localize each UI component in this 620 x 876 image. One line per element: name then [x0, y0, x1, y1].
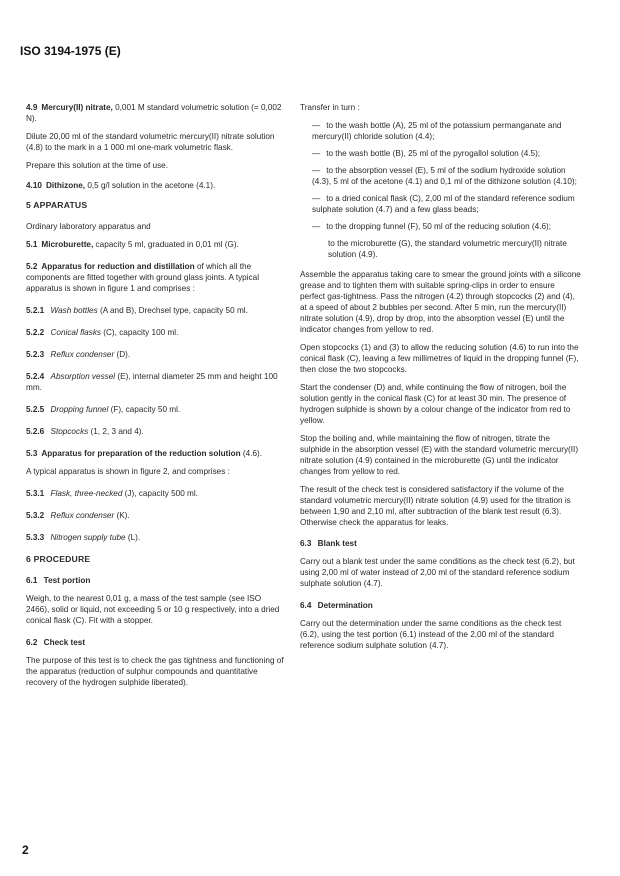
paragraph: Prepare this solution at the time of use.: [26, 161, 168, 170]
section-title: Wash bottles: [50, 306, 98, 315]
section-6-3-title: [300, 538, 582, 549]
section-5-3-2: [26, 510, 284, 521]
section-text: (4.6).: [240, 449, 263, 458]
section-title: Dithizone,: [45, 181, 86, 190]
section-number: 5.2.4: [26, 372, 45, 381]
paragraph: A typical apparatus is shown in figure 2, and comprises :: [26, 467, 230, 476]
section-5-1: [26, 239, 284, 250]
paragraph: Assemble the apparatus taking care to smear the ground joints with a silicone grease and to tighten them with suitable spring-clips in order to ensure perfect gas-tightness. Pass the nitrogen (4.2) through stopcocks (2) and (4), at a speed of about 2 bubbles per second. After 5 min, run the mercury(II) nitrate solution (4.9), drop by drop, into the absorption vessel (E) until the indicator changes from yellow to red.: [300, 270, 581, 334]
section-title: Apparatus for preparation of the reduction solution: [41, 449, 241, 458]
section-title: Absorption vessel: [50, 372, 116, 381]
section-number: 5.3.1: [26, 489, 45, 498]
paragraph: The result of the check test is considered satisfactory if the volume of the standard volumetric mercury(II) nitrate solution (4.9) used for the titration is between 1,90 and 2,10 ml, after subtraction of the blank test result (6.3). Otherwise check the apparatus for leaks.: [300, 485, 571, 527]
section-number: 6.1: [26, 576, 38, 585]
section-number: 5.3: [26, 449, 38, 458]
paragraph: The purpose of this test is to check the gas tightness and functioning of the apparatus (reduction of sulphur compounds and quantitative recovery of the hydrogen sulphide liberated).: [26, 656, 284, 687]
section-title: Conical flasks: [50, 328, 102, 337]
right-column: [300, 102, 582, 658]
section-4-9: [26, 102, 284, 171]
paragraph: Carry out the determination under the same conditions as the check test (6.2), using the test portion (6.1) instead of the 2,00 ml of the standard reference sodium sulphate solution (4.7).: [300, 619, 562, 650]
section-number: 5.2.6: [26, 427, 45, 436]
section-title: Determination: [317, 601, 373, 610]
section-title: Flask, three-necked: [50, 489, 123, 498]
section-text: (A and B), Drechsel type, capacity 50 ml.: [97, 306, 248, 315]
section-number: 5.2.1: [26, 306, 45, 315]
section-number: 5.3.2: [26, 511, 45, 520]
section-number: 5.3.3: [26, 533, 45, 542]
section-text: capacity 5 ml, graduated in 0,01 ml (G).: [93, 240, 239, 249]
section-title: Reflux condenser: [50, 350, 115, 359]
list-item-text: to the wash bottle (B), 25 ml of the pyrogallol solution (4.5);: [326, 149, 541, 158]
paragraph: Stop the boiling and, while maintaining the flow of nitrogen, titrate the sulphide in the absorption vessel (E) with the standard volumetric mercury(II) nitrate solution (4.9) contained in the microburette (G) until the indicator changes from yellow to red.: [300, 434, 579, 476]
section-number: 4.9: [26, 103, 38, 112]
section-5-2-6: [26, 426, 284, 437]
section-5-2-4: [26, 371, 284, 393]
section-title: Reflux condenser: [50, 511, 115, 520]
page-number: 2: [22, 843, 29, 857]
section-5-2-2: [26, 327, 284, 338]
section-title: Mercury(II) nitrate,: [41, 103, 113, 112]
section-5-3: [26, 448, 284, 459]
paragraph: Ordinary laboratory apparatus and: [26, 222, 151, 231]
paragraph: Open stopcocks (1) and (3) to allow the reducing solution (4.6) to run into the conical flask (C), leaving a few millimetres of liquid in the dropping funnel (F), then close the two stopcocks.: [300, 343, 579, 374]
dash-bullet: —: [312, 121, 321, 130]
section-text: 0,001 M standard volumetric solution (= 0,002 N).: [26, 103, 282, 123]
section-5-3-1: [26, 488, 284, 499]
list-item-text: to the wash bottle (A), 25 ml of the potassium permanganate and mercury(II) chloride solution (4.4);: [312, 121, 562, 141]
dash-bullet: —: [312, 222, 321, 231]
section-title: Apparatus for reduction and distillation: [41, 262, 195, 271]
section-6-2-title: [26, 637, 284, 648]
section-title: Test portion: [43, 576, 91, 585]
list-item: [300, 120, 582, 142]
section-text: (L).: [125, 533, 141, 542]
section-number: 5.2.5: [26, 405, 45, 414]
section-5-3-3: [26, 532, 284, 543]
list-item-text: to the microburette (G), the standard volumetric mercury(II) nitrate solution (4.9).: [328, 239, 567, 259]
list-item: [300, 193, 582, 215]
section-number: 4.10: [26, 181, 42, 190]
section-text: of which all the components are fitted together with ground glass joints. A typical apparatus is shown in figure 1 and comprises :: [26, 262, 260, 293]
document-header: ISO 3194-1975 (E): [20, 44, 121, 58]
section-5-2: [26, 261, 284, 294]
section-title: Blank test: [317, 539, 357, 548]
list-item-text: to the absorption vessel (E), 5 ml of the sodium hydroxide solution (4.3), 5 ml of the acetone (4.1) and 0,1 ml of the dithizone solution (4.10);: [312, 166, 577, 186]
section-number: 5.2.2: [26, 328, 45, 337]
section-title: Stopcocks: [50, 427, 89, 436]
list-item: [300, 238, 582, 260]
section-text: (D).: [114, 350, 131, 359]
list-item-text: to a dried conical flask (C), 2,00 ml of the standard reference sodium sulphate solution (4.7) and a few glass beads;: [312, 194, 575, 214]
section-5-2-5: [26, 404, 284, 415]
heading-apparatus: 5 APPARATUS: [26, 200, 88, 210]
section-number: 6.4: [300, 601, 312, 610]
section-title: Dropping funnel: [50, 405, 109, 414]
paragraph: Transfer in turn :: [300, 103, 360, 112]
list-item: [300, 165, 582, 187]
paragraph: Carry out a blank test under the same conditions as the check test (6.2), but using 2,00 ml of water instead of 2,00 ml of the standard reference sodium sulphate solution (4.7).: [300, 557, 575, 588]
section-text: (E), internal diameter 25 mm and height 100 mm.: [26, 372, 278, 392]
section-text: 0,5 g/l solution in the acetone (4.1).: [85, 181, 216, 190]
section-title: Check test: [43, 638, 86, 647]
paragraph: Start the condenser (D) and, while continuing the flow of nitrogen, boil the solution gently in the conical flask (C) for at least 30 min. The presence of hydrogen sulphide is shown by a colour change of the indicator from red to yellow.: [300, 383, 571, 425]
section-title: Microburette,: [41, 240, 94, 249]
dash-bullet: —: [312, 149, 321, 158]
section-text: (K).: [114, 511, 130, 520]
section-number: 5.2: [26, 262, 38, 271]
section-5-2-3: [26, 349, 284, 360]
section-6-4-title: [300, 600, 582, 611]
list-item: [300, 148, 582, 159]
heading-procedure: 6 PROCEDURE: [26, 554, 91, 564]
section-5-2-1: [26, 305, 284, 316]
section-4-10: [26, 180, 284, 191]
section-number: 6.2: [26, 638, 38, 647]
dash-bullet: —: [312, 166, 321, 175]
paragraph: Weigh, to the nearest 0,01 g, a mass of the test sample (see ISO 2466), solid or liquid, not exceeding 5 or 10 g respectively, into a dried conical flask (C). Fit with a stopper.: [26, 594, 280, 625]
section-text: (1, 2, 3 and 4).: [88, 427, 144, 436]
list-item: [300, 221, 582, 232]
section-text: (J), capacity 500 ml.: [122, 489, 198, 498]
section-number: 5.2.3: [26, 350, 45, 359]
section-number: 6.3: [300, 539, 312, 548]
section-text: (F), capacity 50 ml.: [108, 405, 181, 414]
section-title: Nitrogen supply tube: [50, 533, 126, 542]
section-number: 5.1: [26, 240, 38, 249]
section-6-1-title: [26, 575, 284, 586]
section-text: (C), capacity 100 ml.: [101, 328, 179, 337]
paragraph: Dilute 20,00 ml of the standard volumetric mercury(II) nitrate solution (4.8) to the mark in a 1 000 ml one-mark volumetric flask.: [26, 132, 275, 152]
left-column: [26, 102, 284, 695]
dash-bullet: —: [312, 194, 321, 203]
list-item-text: to the dropping funnel (F), 50 ml of the reducing solution (4.6);: [326, 222, 552, 231]
